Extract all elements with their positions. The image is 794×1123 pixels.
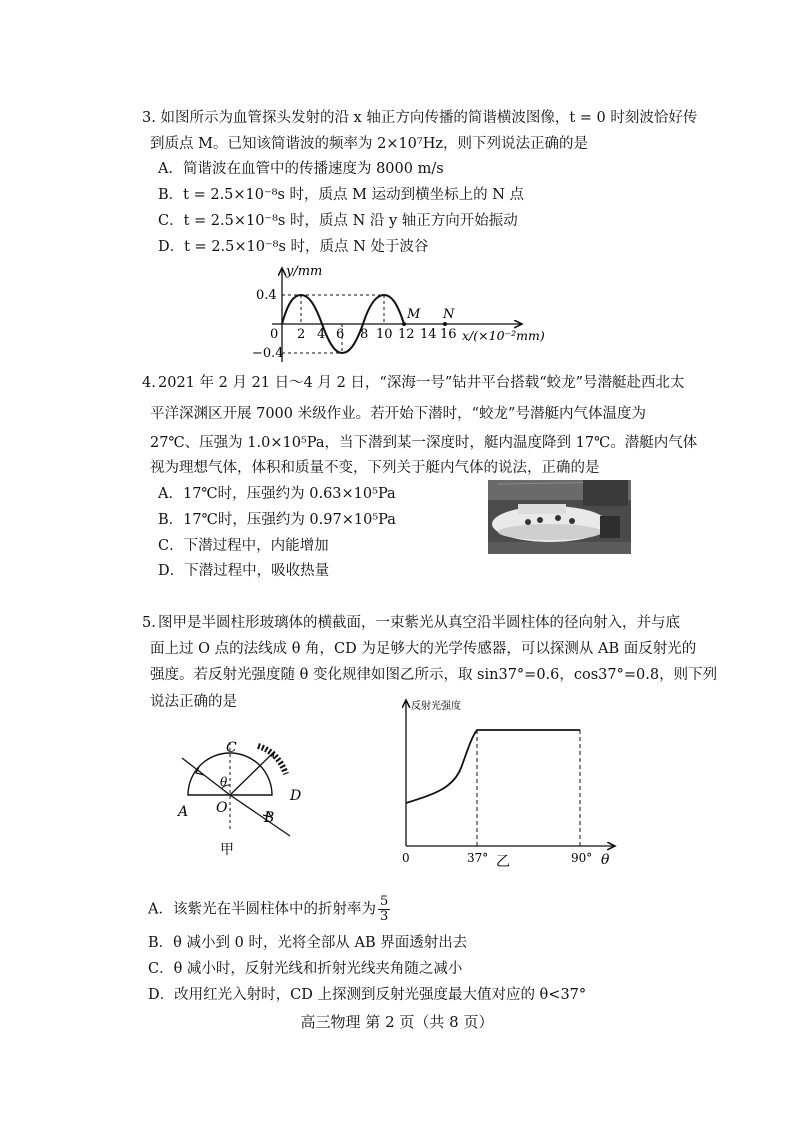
label-d: D xyxy=(290,788,302,804)
wave-tick-2: 2 xyxy=(297,327,306,342)
wave-origin: 0 xyxy=(270,327,279,342)
q3-option-a: A．简谐波在血管中的传播速度为 8000 m/s xyxy=(158,161,444,177)
q3-option-d: D．t = 2.5×10⁻⁸s 时，质点 N 处于波谷 xyxy=(158,239,429,255)
q5-option-c: C．θ 减小时，反射光线和折射光线夹角随之减小 xyxy=(148,961,463,977)
q5-line4: 说法正确的是 xyxy=(150,694,237,710)
wave-tick-6: 6 xyxy=(336,327,345,342)
yi-y-label: 反射光强度 xyxy=(411,701,461,712)
label-theta: θ xyxy=(220,775,228,789)
reflection-curve xyxy=(406,730,580,803)
yi-tick-37: 37° xyxy=(467,851,489,865)
sensor-cd xyxy=(258,746,286,774)
q4-line1: 2021 年 2 月 21 日～4 月 2 日，“深海一号”钻井平台搭载“蛟龙”号潜艇赴西北太 xyxy=(158,375,685,391)
wave-label-m: M xyxy=(407,307,421,322)
yi-x-label: θ xyxy=(601,852,610,868)
label-a: A xyxy=(178,804,189,820)
wave-y-label: y/mm xyxy=(286,264,323,279)
fraction-5-3: $\frac{5}{3}$ xyxy=(379,894,389,924)
q4-line3: 27℃、压强为 1.0×10⁵Pa，当下潜到某一深度时，艇内温度降到 17℃。潜艇内气体 xyxy=(150,435,698,451)
q5-line3: 强度。若反射光强度随 θ 变化规律如图乙所示，取 sin37°=0.6，cos37°=0.8，则下列 xyxy=(150,667,718,683)
submarine-photo xyxy=(488,480,631,554)
q4-line2: 平洋深渊区开展 7000 米级作业。若开始下潜时，“蛟龙”号潜艇内气体温度为 xyxy=(150,406,646,422)
q3-option-b: B．t = 2.5×10⁻⁸s 时，质点 M 运动到横坐标上的 N 点 xyxy=(158,187,524,203)
wave-tick-12: 12 xyxy=(398,327,415,342)
yi-tick-90: 90° xyxy=(571,851,593,865)
figure-yi xyxy=(395,696,625,874)
wave-tick-16: 16 xyxy=(440,327,457,342)
caption-jia: 甲 xyxy=(220,842,234,858)
q5-option-d: D．改用红光入射时，CD 上探测到反射光强度最大值对应的 θ<37° xyxy=(148,987,587,1003)
point-n xyxy=(443,322,447,326)
q5-line2: 面上过 O 点的法线成 θ 角，CD 为足够大的光学传感器，可以探测从 AB 面反射光的 xyxy=(150,641,697,657)
q4-option-a: A．17℃时，压强约为 0.63×10⁵Pa xyxy=(158,486,396,502)
label-c: C xyxy=(226,740,237,756)
q4-number: 4. xyxy=(142,375,156,391)
q4-option-d: D．下潜过程中，吸收热量 xyxy=(158,563,330,579)
yi-origin: 0 xyxy=(402,851,410,865)
q4-line4: 视为理想气体，体积和质量不变，下列关于艇内气体的说法，正确的是 xyxy=(150,460,600,476)
q3-line2: 到质点 M。已知该简谐波的频率为 2×10⁷Hz，则下列说法正确的是 xyxy=(150,136,588,152)
wave-graph xyxy=(250,262,550,370)
wave-label-n: N xyxy=(443,307,455,322)
q4-option-b: B．17℃时，压强约为 0.97×10⁵Pa xyxy=(158,512,396,528)
figure-jia xyxy=(170,730,320,860)
wave-tick-8: 8 xyxy=(360,327,369,342)
wave-tick-14: 14 xyxy=(420,327,437,342)
q3-line1: 3. 如图所示为血管探头发射的沿 x 轴正方向传播的简谐横波图像，t = 0 时刻波恰好传 xyxy=(142,110,698,126)
label-o: O xyxy=(216,800,228,816)
wave-y-max: 0.4 xyxy=(256,288,277,303)
q5-option-a: A．该紫光在半圆柱体中的折射率为 $\frac{5}{3}$ xyxy=(148,894,389,924)
q4-option-c: C．下潜过程中，内能增加 xyxy=(158,538,329,554)
q3-number: 3. xyxy=(142,110,156,126)
refracted-ray xyxy=(230,795,290,836)
wave-x-label: x/(×10⁻²mm) xyxy=(462,328,545,343)
point-m xyxy=(402,322,406,326)
wave-tick-10: 10 xyxy=(376,327,393,342)
page-footer: 高三物理 第 2 页（共 8 页） xyxy=(300,1013,494,1031)
label-b: B xyxy=(264,810,275,826)
wave-y-min: −0.4 xyxy=(252,346,284,361)
q5-line1: 图甲是半圆柱形玻璃体的横截面，一束紫光从真空沿半圆柱体的径向射入，并与底 xyxy=(158,615,680,631)
yi-caption: 乙 xyxy=(496,854,510,870)
q3-option-c: C．t = 2.5×10⁻⁸s 时，质点 N 沿 y 轴正方向开始振动 xyxy=(158,213,518,229)
q5-number: 5. xyxy=(142,615,156,631)
wave-tick-4: 4 xyxy=(317,327,326,342)
q5-option-b: B．θ 减小到 0 时，光将全部从 AB 界面透射出去 xyxy=(148,935,468,951)
